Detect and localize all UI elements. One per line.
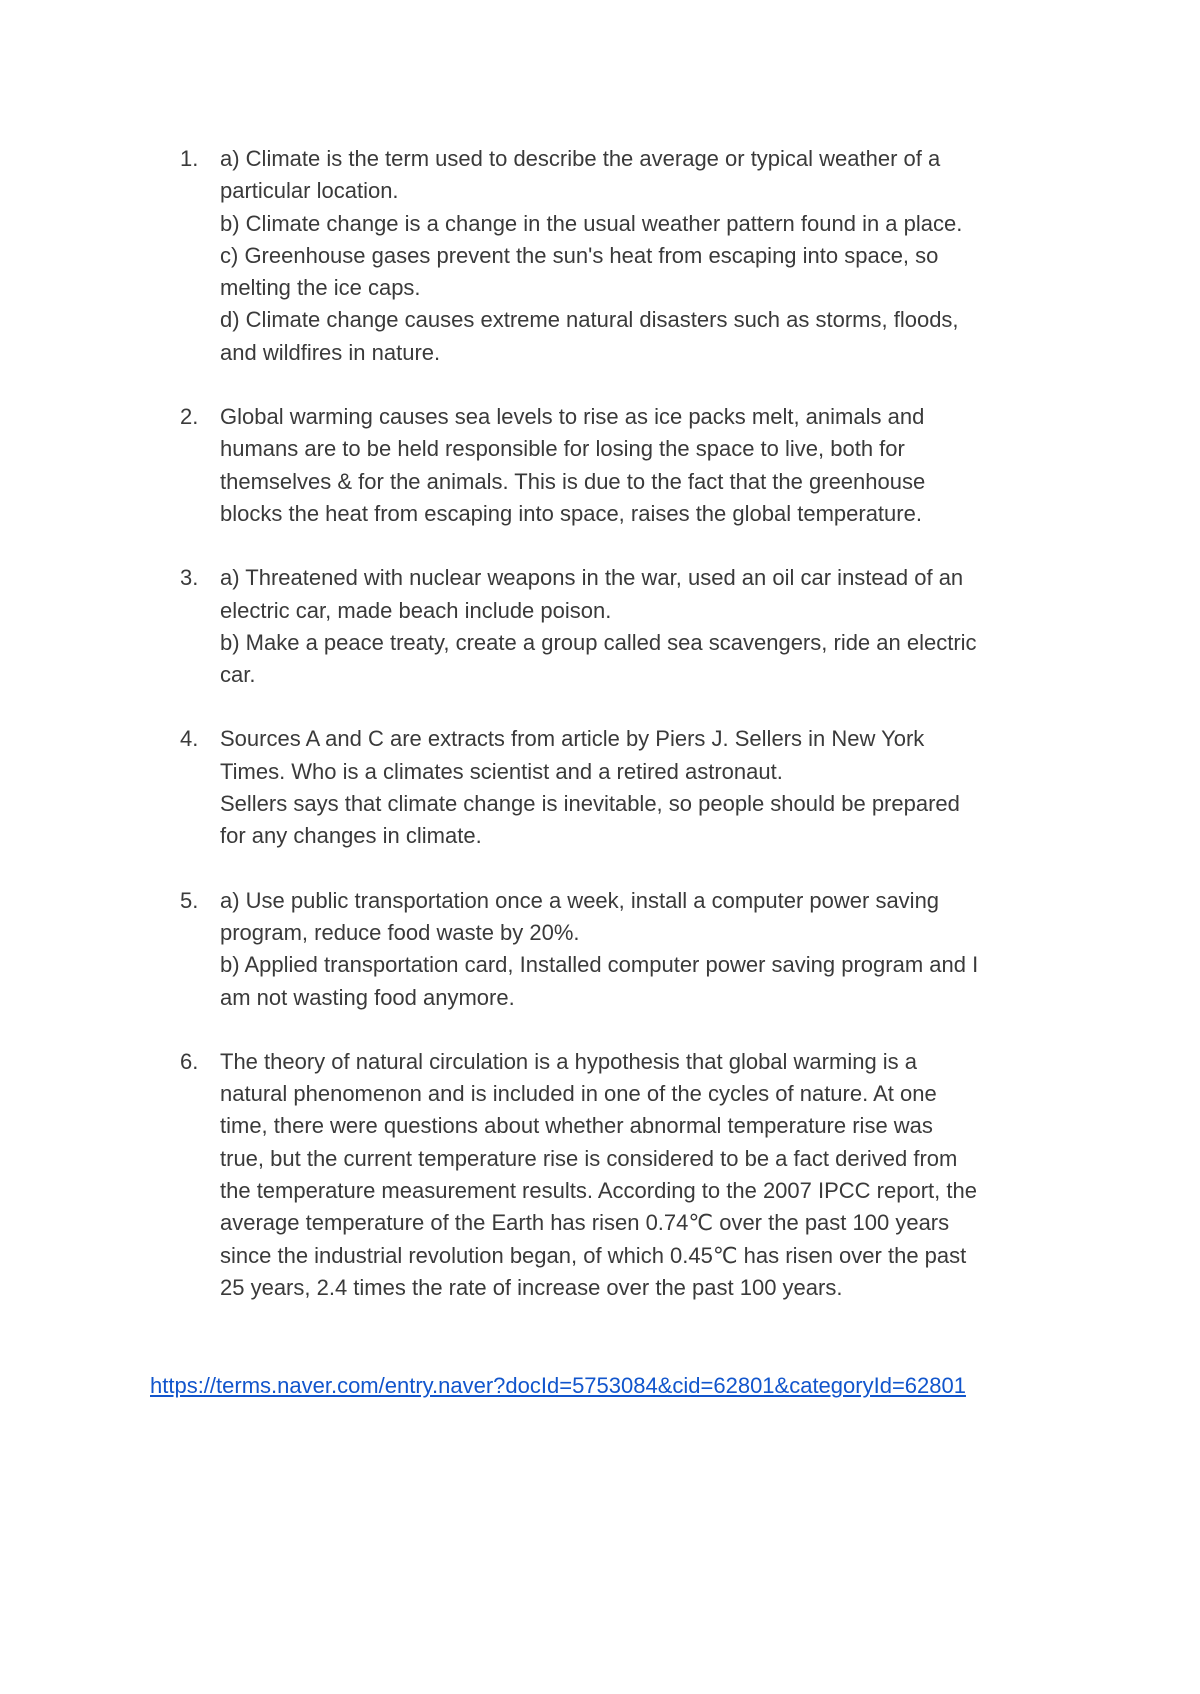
text-line: d) Climate change causes extreme natural disasters such as storms, floods, bbox=[220, 307, 959, 333]
text-line: time, there were questions about whether abnormal temperature rise was bbox=[220, 1113, 933, 1139]
text-line: am not wasting food anymore. bbox=[220, 984, 515, 1010]
item-number: 4. bbox=[180, 726, 199, 752]
source-link-container bbox=[150, 1370, 966, 1402]
text-line: a) Threatened with nuclear weapons in the war, used an oil car instead of an bbox=[220, 565, 964, 591]
text-line: the temperature measurement results. According to the 2007 IPCC report, the bbox=[220, 1178, 977, 1204]
text-line: Sellers says that climate change is inevitable, so people should be prepared bbox=[220, 791, 960, 817]
text-line: a) Use public transportation once a week, install a computer power saving bbox=[220, 887, 940, 913]
text-line: The theory of natural circulation is a hypothesis that global warming is a bbox=[220, 1048, 918, 1074]
text-line: natural phenomenon and is included in one of the cycles of nature. At one bbox=[220, 1081, 937, 1107]
text-line: electric car, made beach include poison. bbox=[220, 597, 612, 623]
list-item bbox=[150, 1046, 1080, 1304]
text-line: car. bbox=[220, 662, 256, 688]
item-number: 1. bbox=[180, 146, 199, 171]
text-line: Times. Who is a climates scientist and a retired astronaut. bbox=[220, 758, 783, 784]
text-line: Global warming causes sea levels to rise as ice packs melt, animals and bbox=[220, 404, 925, 430]
text-line: for any changes in climate. bbox=[220, 823, 482, 849]
text-line: Sources A and C are extracts from article by Piers J. Sellers in New York bbox=[220, 726, 925, 752]
text-line: and wildfires in nature. bbox=[220, 339, 441, 365]
list-item bbox=[150, 723, 1080, 852]
text-line: 25 years, 2.4 times the rate of increase over the past 100 years. bbox=[220, 1274, 843, 1300]
item-number: 3. bbox=[180, 565, 199, 591]
item-number: 5. bbox=[180, 887, 199, 913]
text-line: b) Climate change is a change in the usual weather pattern found in a place. bbox=[220, 210, 963, 236]
text-line: program, reduce food waste by 20%. bbox=[220, 919, 580, 945]
text-line: c) Greenhouse gases prevent the sun's heat from escaping into space, so bbox=[220, 242, 939, 268]
text-line: humans are to be held responsible for losing the space to live, both for bbox=[220, 436, 905, 462]
text-line: melting the ice caps. bbox=[220, 275, 421, 301]
text-line: themselves & for the animals. This is due to the fact that the greenhouse bbox=[220, 468, 926, 494]
text-line: true, but the current temperature rise is considered to be a fact derived from bbox=[220, 1145, 958, 1171]
text-line: blocks the heat from escaping into space, raises the global temperature. bbox=[220, 500, 922, 526]
list-item bbox=[150, 401, 1080, 530]
text-line: particular location. bbox=[220, 178, 399, 204]
list-item bbox=[150, 562, 1080, 691]
list-item bbox=[150, 885, 1080, 1014]
list-item bbox=[150, 143, 1080, 369]
text-line: b) Make a peace treaty, create a group called sea scavengers, ride an electric bbox=[220, 629, 977, 655]
answer-list bbox=[150, 143, 1080, 1336]
text-line: a) Climate is the term used to describe the average or typical weather of a bbox=[220, 146, 941, 171]
text-line: since the industrial revolution began, of which 0.45℃ has risen over the past bbox=[220, 1242, 967, 1268]
text-line: b) Applied transportation card, Installed computer power saving program and I bbox=[220, 952, 979, 978]
text-line: average temperature of the Earth has risen 0.74℃ over the past 100 years bbox=[220, 1210, 950, 1236]
item-number: 6. bbox=[180, 1048, 199, 1074]
item-number: 2. bbox=[180, 404, 199, 430]
source-link[interactable]: https://terms.naver.com/entry.naver?docId=5753084&cid=62801&categoryId=62801 bbox=[150, 1373, 966, 1398]
